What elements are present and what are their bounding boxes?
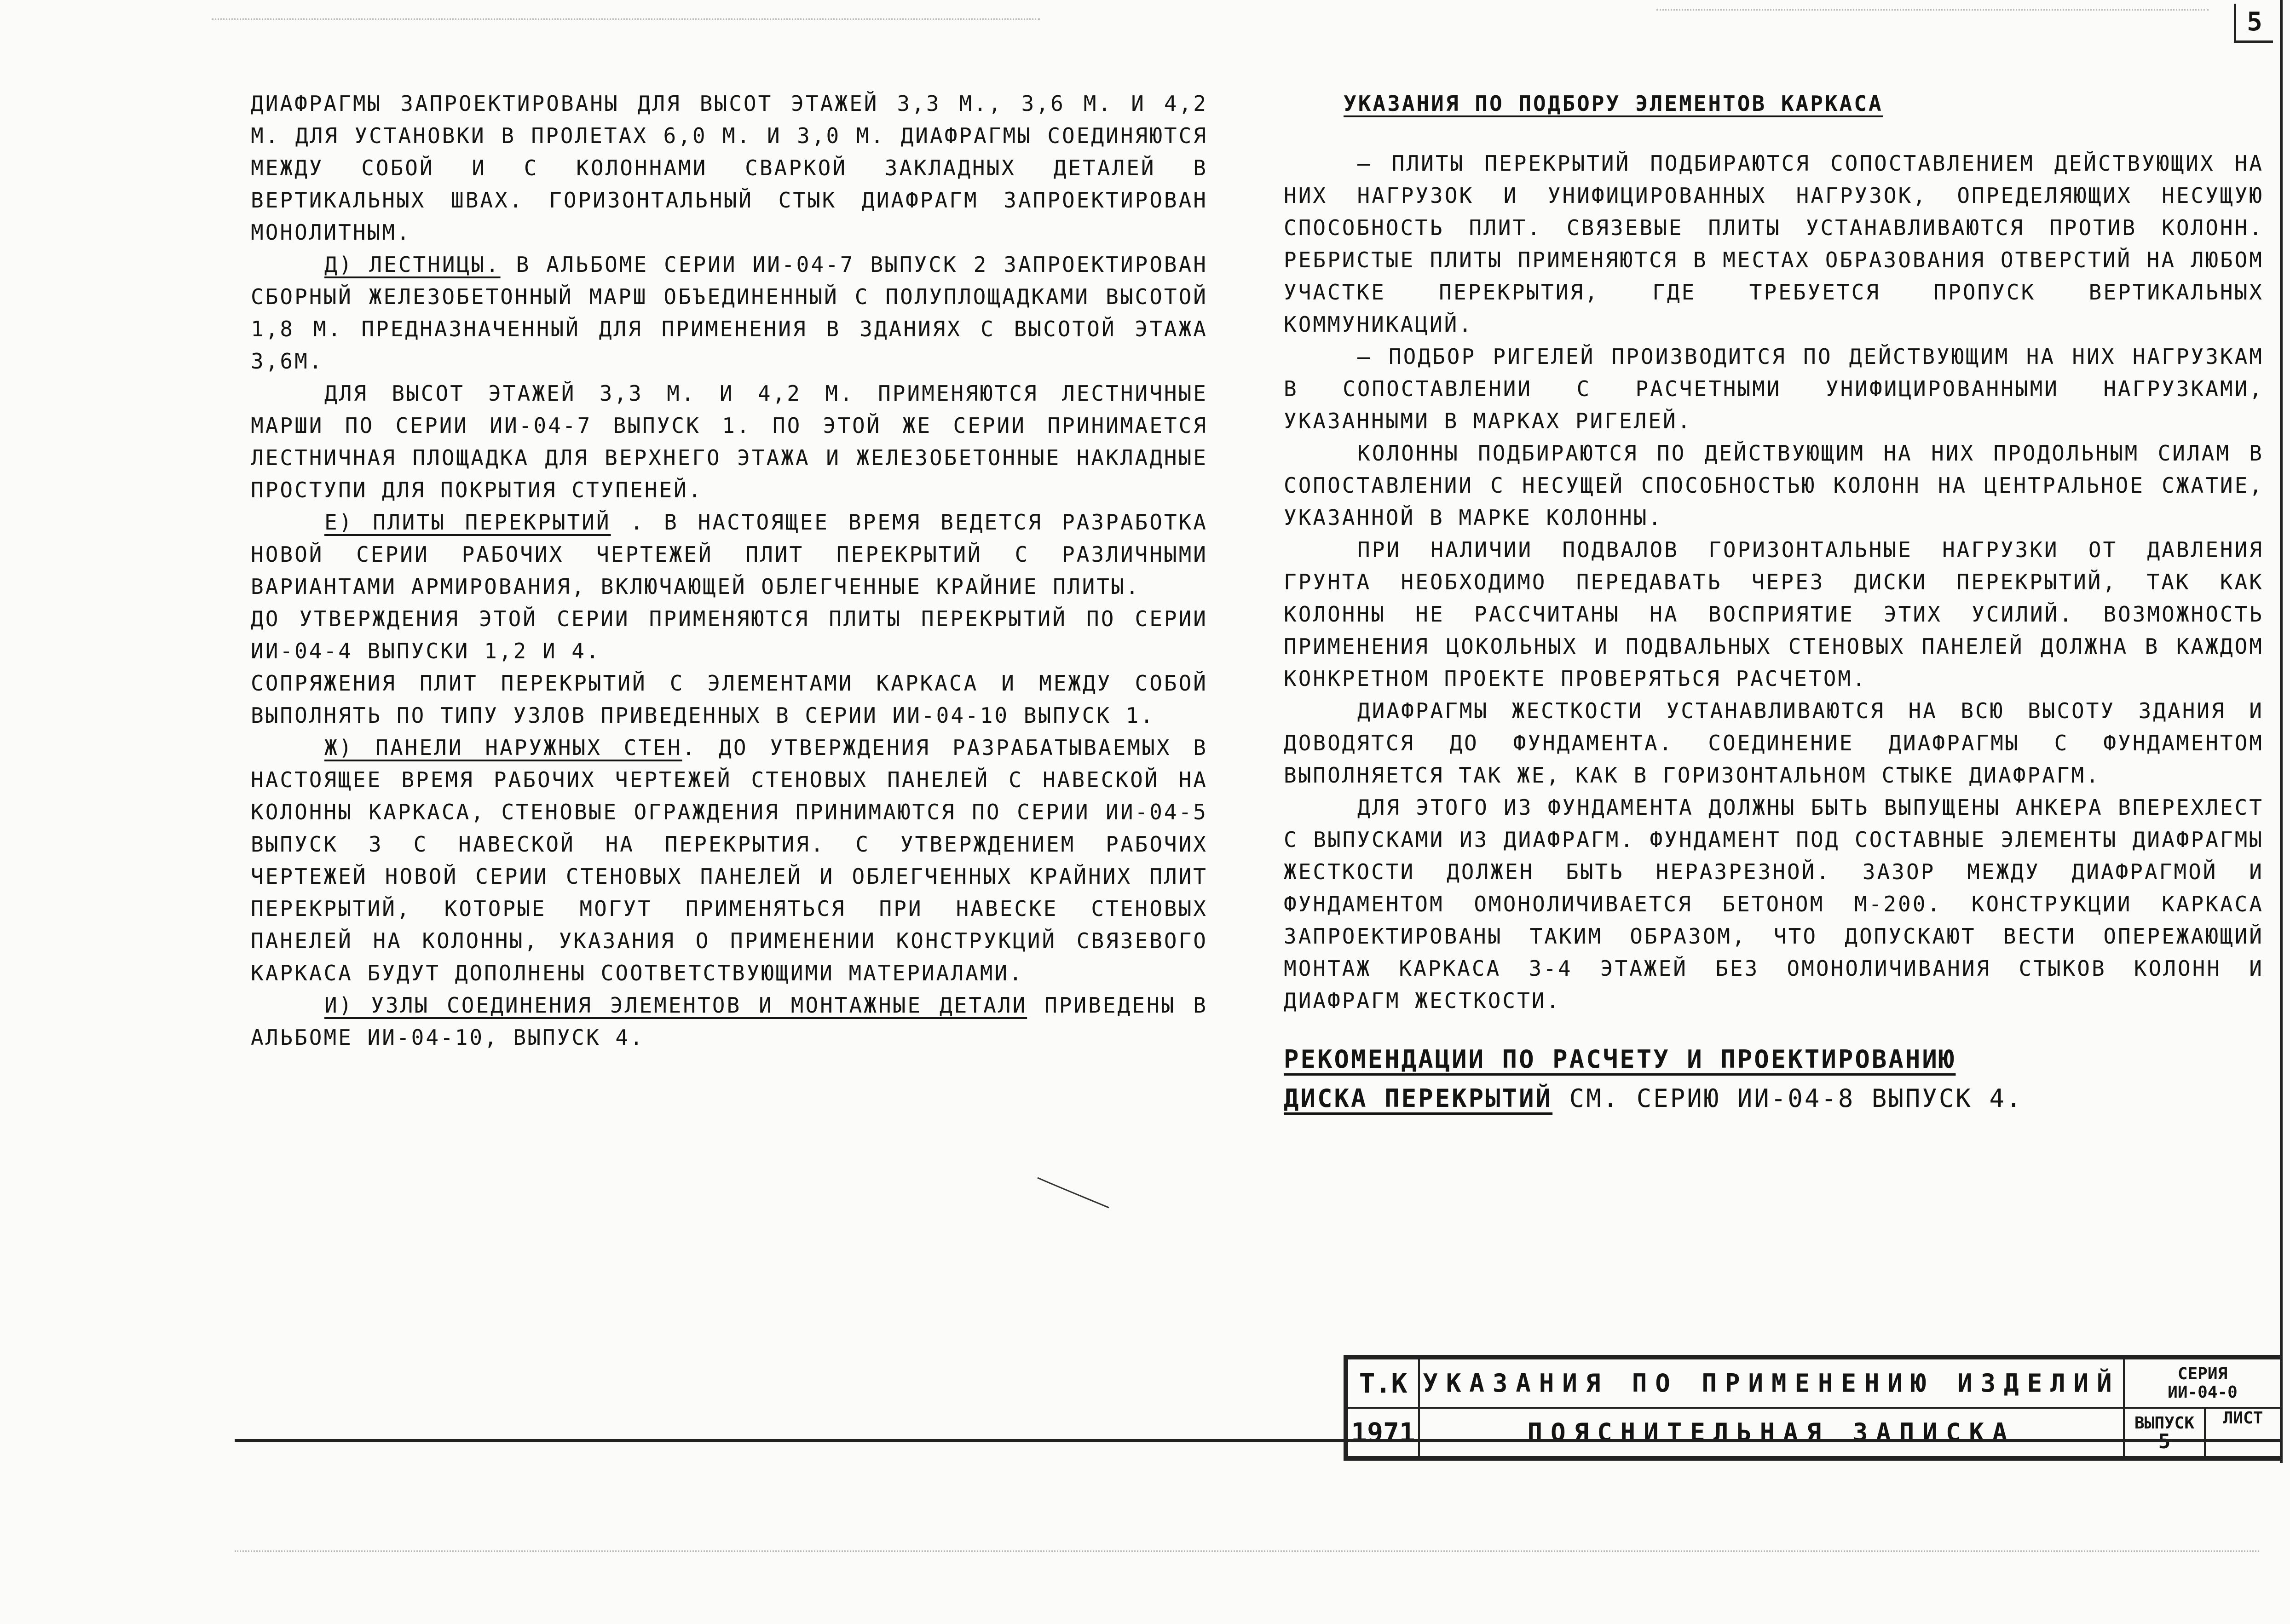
joints-paragraph — [251, 989, 1208, 1054]
sheet-label: ЛИСТ — [2223, 1409, 2263, 1428]
top-faint-rule-right — [1656, 9, 2209, 11]
stairs-paragraph — [251, 248, 1208, 377]
recommendation-title: РЕКОМЕНДАЦИИ ПО РАСЧЕТУ И ПРОЕКТИРОВАНИЮ — [1284, 1045, 1956, 1074]
title-block-series — [2124, 1359, 2281, 1408]
recommendation-block — [1284, 1040, 2264, 1118]
series-label: СЕРИЯ — [2177, 1364, 2228, 1383]
title-block-sheet — [2205, 1408, 2281, 1457]
title-block-title: УКАЗАНИЯ ПО ПРИМЕНЕНИЮ ИЗДЕЛИЙ — [1419, 1359, 2124, 1408]
title-block-year: 1971 — [1347, 1408, 1419, 1457]
slabs-joints-paragraph: СОПРЯЖЕНИЯ ПЛИТ ПЕРЕКРЫТИЙ С ЭЛЕМЕНТАМИ КАРКАСА И МЕЖДУ СОБОЙ ВЫПОЛНЯТЬ ПО ТИПУ УЗЛОВ ПРИВЕДЕННЫХ В СЕРИИ ИИ-04-10 ВЫПУСК 1. — [251, 671, 1208, 728]
item-d-label: Д) ЛЕСТНИЦЫ. — [324, 252, 501, 277]
title-block-issue — [2124, 1408, 2205, 1457]
foundation-paragraph: ДЛЯ ЭТОГО ИЗ ФУНДАМЕНТА ДОЛЖНЫ БЫТЬ ВЫПУЩЕНЫ АНКЕРА ВПЕРЕХЛЕСТ С ВЫПУСКАМИ ИЗ ДИАФРАГМ. ФУНДАМЕНТ ПОД СОСТАВНЫЕ ЭЛЕМЕНТЫ ДИАФРАГМЫ ЖЕСТКОСТИ ДОЛЖЕН БЫТЬ НЕРАЗРЕЗНОЙ. ЗАЗОР МЕЖДУ ДИАФРАГМОЙ И ФУНДАМЕНТОМ ОМОНОЛИЧИВАЕТСЯ БЕТОНОМ М-200. КОНСТРУКЦИИ КАРКАСА ЗАПРОЕКТИРОВАНЫ ТАКИМ ОБРАЗОМ, ЧТО ДОПУСКАЮТ ВЕСТИ ОПЕРЕЖАЮЩИЙ МОНТАЖ КАРКАСА 3-4 ЭТАЖЕЙ БЕЗ ОМОНОЛИЧИВАНИЯ СТЫКОВ КОЛОНН И ДИАФРАГМ ЖЕСТКОСТИ. — [1284, 795, 2264, 1013]
item-zh-label: Ж) ПАНЕЛИ НАРУЖНЫХ СТЕН — [324, 735, 682, 760]
joints-text: ПРИВЕДЕНЫ В АЛЬБОМЕ ИИ-04-10, ВЫПУСК 4. — [251, 993, 1208, 1050]
right-column — [1284, 87, 2264, 1118]
basement-loads-paragraph: ПРИ НАЛИЧИИ ПОДВАЛОВ ГОРИЗОНТАЛЬНЫЕ НАГРУЗКИ ОТ ДАВЛЕНИЯ ГРУНТА НЕОБХОДИМО ПЕРЕДАВАТЬ ЧЕРЕЗ ДИСКИ ПЕРЕКРЫТИЙ, ТАК КАК КОЛОННЫ НЕ РАССЧИТАНЫ НА ВОСПРИЯТИЕ ЭТИХ УСИЛИЙ. ВОЗМОЖНОСТЬ ПРИМЕНЕНИЯ ЦОКОЛЬНЫХ И ПОДВАЛЬНЫХ СТЕНОВЫХ ПАНЕЛЕЙ ДОЛЖНА В КАЖДОМ КОНКРЕТНОМ ПРОЕКТЕ ПРОВЕРЯТЬСЯ РАСЧЕТОМ. — [1284, 537, 2264, 691]
recommendation-ref-line — [1284, 1079, 2264, 1118]
issue-value: 5 — [2158, 1429, 2171, 1453]
girders-selection-paragraph: – ПОДБОР РИГЕЛЕЙ ПРОИЗВОДИТСЯ ПО ДЕЙСТВУЮЩИМ НА НИХ НАГРУЗКАМ В СОПОСТАВЛЕНИИ С РАСЧЕТНЫМИ УНИФИЦИРОВАННЫМИ НАГРУЗКАМИ, УКАЗАННЫМИ В МАРКАХ РИГЕЛЕЙ. — [1284, 344, 2264, 433]
columns-selection-paragraph: КОЛОННЫ ПОДБИРАЮТСЯ ПО ДЕЙСТВУЮЩИМ НА НИХ ПРОДОЛЬНЫМ СИЛАМ В СОПОСТАВЛЕНИИ С НЕСУЩЕЙ СПОСОБНОСТЬЮ КОЛОНН НА ЦЕНТРАЛЬНОЕ СЖАТИЕ, УКАЗАННОЙ В МАРКЕ КОЛОННЫ. — [1284, 441, 2264, 530]
floor-slabs-text: . В НАСТОЯЩЕЕ ВРЕМЯ ВЕДЕТСЯ РАЗРАБОТКА НОВОЙ СЕРИИ РАБОЧИХ ЧЕРТЕЖЕЙ ПЛИТ ПЕРЕКРЫТИЙ С РАЗЛИЧНЫМИ ВАРИАНТАМИ АРМИРОВАНИЯ, ВКЛЮЧАЮЩЕЙ ОБЛЕГЧЕННЫЕ КРАЙНИЕ ПЛИТЫ. — [251, 510, 1208, 599]
stairs-heights-paragraph: ДЛЯ ВЫСОТ ЭТАЖЕЙ 3,3 М. И 4,2 М. ПРИМЕНЯЮТСЯ ЛЕСТНИЧНЫЕ МАРШИ ПО СЕРИИ ИИ-04-7 ВЫПУСК 1. ПО ЭТОЙ ЖЕ СЕРИИ ПРИНИМАЕТСЯ ЛЕСТНИЧНАЯ ПЛОЩАДКА ДЛЯ ВЕРХНЕГО ЭТАЖА И ЖЕЛЕЗОБЕТОННЫЕ НАКЛАДНЫЕ ПРОСТУПИ ДЛЯ ПОКРЫТИЯ СТУПЕНЕЙ. — [251, 381, 1208, 502]
slabs-selection-paragraph: – ПЛИТЫ ПЕРЕКРЫТИЙ ПОДБИРАЮТСЯ СОПОСТАВЛЕНИЕМ ДЕЙСТВУЮЩИХ НА НИХ НАГРУЗОК И УНИФИЦИРОВАННЫХ НАГРУЗОК, ОПРЕДЕЛЯЮЩИХ НЕСУЩУЮ СПОСОБНОСТЬ ПЛИТ. СВЯЗЕВЫЕ ПЛИТЫ УСТАНАВЛИВАЮТСЯ ПРОТИВ КОЛОНН. РЕБРИСТЫЕ ПЛИТЫ ПРИМЕНЯЮТСЯ В МЕСТАХ ОБРАЗОВАНИЯ ОТВЕРСТИЙ НА ЛЮБОМ УЧАСТКЕ ПЕРЕКРЫТИЯ, ГДЕ ТРЕБУЕТСЯ ПРОПУСК ВЕРТИКАЛЬНЫХ КОММУНИКАЦИЙ. — [1284, 151, 2264, 337]
wall-panels-text: . ДО УТВЕРЖДЕНИЯ РАЗРАБАТЫВАЕМЫХ В НАСТОЯЩЕЕ ВРЕМЯ РАБОЧИХ ЧЕРТЕЖЕЙ СТЕНОВЫХ ПАНЕЛЕЙ С НАВЕСКОЙ НА КОЛОННЫ КАРКАСА, СТЕНОВЫЕ ОГРАЖДЕНИЯ ПРИНИМАЮТСЯ ПО СЕРИИ ИИ-04-5 ВЫПУСК 3 С НАВЕСКОЙ НА ПЕРЕКРЫТИЯ. С УТВЕРЖДЕНИЕМ РАБОЧИХ ЧЕРТЕЖЕЙ НОВОЙ СЕРИИ СТЕНОВЫХ ПАНЕЛЕЙ И ОБЛЕГЧЕННЫХ КРАЙНИХ ПЛИТ ПЕРЕКРЫТИЙ, КОТОРЫЕ МОГУТ ПРИМЕНЯТЬСЯ ПРИ НАВЕСКЕ СТЕНОВЫХ ПАНЕЛЕЙ НА КОЛОННЫ, УКАЗАНИЯ О ПРИМЕНЕНИИ КОНСТРУКЦИЙ СВЯЗЕВОГО КАРКАСА БУДУТ ДОПОЛНЕНЫ СООТВЕТСТВУЮЩИМИ МАТЕРИАЛАМИ. — [251, 735, 1208, 985]
title-block-org: Т.К — [1347, 1359, 1419, 1408]
slabs-series-paragraph: ДО УТВЕРЖДЕНИЯ ЭТОЙ СЕРИИ ПРИМЕНЯЮТСЯ ПЛИТЫ ПЕРЕКРЫТИЙ ПО СЕРИИ ИИ-04-4 ВЫПУСКИ 1,2 И 4. — [251, 606, 1208, 663]
item-i-label: И) УЗЛЫ СОЕДИНЕНИЯ ЭЛЕМЕНТОВ И МОНТАЖНЫЕ ДЕТАЛИ — [324, 993, 1027, 1018]
bottom-faint-rule — [235, 1550, 2259, 1552]
series-code: ИИ-04-0 — [2168, 1382, 2238, 1402]
recommendation-title-cont: ДИСКА ПЕРЕКРЫТИЙ — [1284, 1084, 1553, 1113]
section-heading — [1284, 87, 2264, 120]
title-block — [1344, 1355, 2282, 1461]
item-e-label: Е) ПЛИТЫ ПЕРЕКРЫТИЙ — [324, 510, 611, 535]
bottom-frame-line — [235, 1439, 2282, 1442]
floor-slabs-paragraph — [251, 506, 1208, 603]
title-block-subtitle: ПОЯСНИТЕЛЬНАЯ ЗАПИСКА — [1419, 1408, 2124, 1457]
left-column — [251, 87, 1208, 1054]
recommendation-ref: СМ. СЕРИЮ ИИ-04-8 ВЫПУСК 4. — [1552, 1084, 2023, 1113]
section-heading-text: УКАЗАНИЯ ПО ПОДБОРУ ЭЛЕМЕНТОВ КАРКАСА — [1344, 91, 1883, 116]
wall-panels-paragraph — [251, 731, 1208, 989]
pen-stroke-mark — [1035, 1173, 1113, 1210]
item-d-text: В АЛЬБОМЕ СЕРИИ ИИ-04-7 ВЫПУСК 2 ЗАПРОЕКТИРОВАН — [500, 252, 1208, 277]
issue-label: ВЫПУСК — [2134, 1413, 2195, 1433]
top-faint-rule — [212, 18, 1040, 20]
stiffness-diaphragms-paragraph: ДИАФРАГМЫ ЖЕСТКОСТИ УСТАНАВЛИВАЮТСЯ НА ВСЮ ВЫСОТУ ЗДАНИЯ И ДОВОДЯТСЯ ДО ФУНДАМЕНТА. СОЕДИНЕНИЕ ДИАФРАГМЫ С ФУНДАМЕНТОМ ВЫПОЛНЯЕТСЯ ТАК ЖЕ, КАК В ГОРИЗОНТАЛЬНОМ СТЫКЕ ДИАФРАГМ. — [1284, 698, 2264, 788]
page-number: 5 — [2234, 4, 2273, 43]
right-border-line — [2280, 0, 2283, 1463]
diaphragm-paragraph: ДИАФРАГМЫ ЗАПРОЕКТИРОВАНЫ ДЛЯ ВЫСОТ ЭТАЖЕЙ 3,3 М., 3,6 М. И 4,2 М. ДЛЯ УСТАНОВКИ В ПРОЛЕТАХ 6,0 М. И 3,0 М. ДИАФРАГМЫ СОЕДИНЯЮТСЯ МЕЖДУ СОБОЙ И С КОЛОННАМИ СВАРКОЙ ЗАКЛАДНЫХ ДЕТАЛЕЙ В ВЕРТИКАЛЬНЫХ ШВАХ. ГОРИЗОНТАЛЬНЫЙ СТЫК ДИАФРАГМ ЗАПРОЕКТИРОВАН МОНОЛИТНЫМ. — [251, 91, 1208, 245]
stairs-text: СБОРНЫЙ ЖЕЛЕЗОБЕТОННЫЙ МАРШ ОБЪЕДИНЕННЫЙ С ПОЛУПЛОЩАДКАМИ ВЫСОТОЙ 1,8 М. ПРЕДНАЗНАЧЕННЫЙ ДЛЯ ПРИМЕНЕНИЯ В ЗДАНИЯХ С ВЫСОТОЙ ЭТАЖА 3,6М. — [251, 284, 1208, 374]
